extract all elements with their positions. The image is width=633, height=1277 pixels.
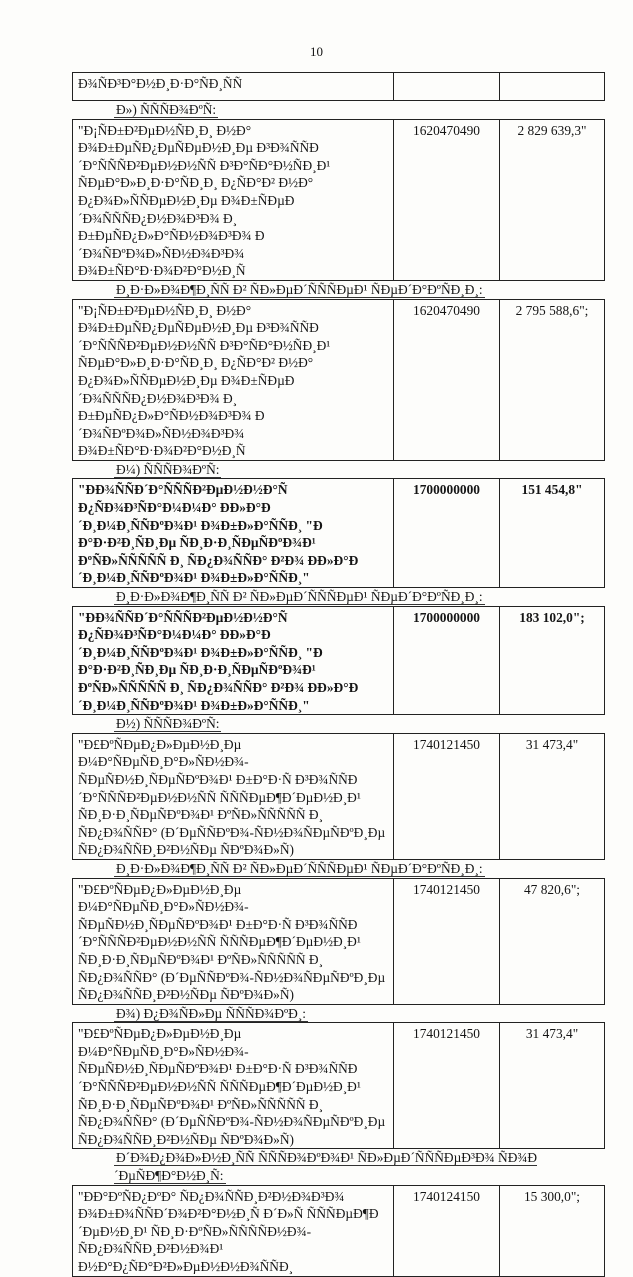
row-code-cell: 1740121450: [394, 733, 500, 859]
page-number: 10: [310, 44, 323, 59]
row-name-cell: "Ð£ÐºÑÐµÐ¿Ð»ÐµÐ½Ð¸Ðµ Ð¼Ð°ÑÐµÑÐ¸Ð°Ð»ÑÐ½Ð¾-ÑÐµÑÐ½Ð¸ÑÐµÑÐºÐ¾Ð¹ Ð±Ð°Ð·Ñ Ð³Ð¾ÑÑÐ´Ð°ÑÑÑÐ²ÐµÐ½Ð½ÑÑ ÑÑÑÐµÐ¶Ð´ÐµÐ½Ð¸Ð¹ ÑÐ¸Ð·Ð¸ÑÐµÑÐºÐ¾Ð¹ ÐºÑÐ»ÑÑÑÑÑ Ð¸ ÑÐ¿Ð¾ÑÑÐ° (Ð´ÐµÑÑÐºÐ¾-ÑÐ½Ð¾ÑÐµÑÐºÐ¸Ðµ ÑÐ¿Ð¾ÑÑÐ¸Ð²Ð½ÑÐµ ÑÐºÐ¾Ð»Ñ): [73, 733, 394, 859]
row-code-cell: 1620470490: [394, 299, 500, 460]
row-amount-cell: 2 795 588,6";: [500, 299, 605, 460]
row-name-cell: "Ð¡ÑÐ±Ð²ÐµÐ½ÑÐ¸Ð¸ Ð½Ð° Ð¾Ð±ÐµÑÐ¿ÐµÑÐµÐ½Ð¸Ðµ Ð³Ð¾ÑÑÐ´Ð°ÑÑÑÐ²ÐµÐ½Ð½ÑÑ Ð³Ð°ÑÐ°Ð½ÑÐ¸Ð¹ ÑÐµÐ°Ð»Ð¸Ð·Ð°ÑÐ¸Ð¸ Ð¿ÑÐ°Ð² Ð½Ð° Ð¿Ð¾Ð»ÑÑÐµÐ½Ð¸Ðµ Ð¾Ð±ÑÐµÐ´Ð¾ÑÑÑÐ¿Ð½Ð¾Ð³Ð¾ Ð¸ Ð±ÐµÑÐ¿Ð»Ð°ÑÐ½Ð¾Ð³Ð¾ Ð´Ð¾ÑÐºÐ¾Ð»ÑÐ½Ð¾Ð³Ð¾ Ð¾Ð±ÑÐ°Ð·Ð¾Ð²Ð°Ð½Ð¸Ñ: [73, 299, 394, 460]
budget-table-row: [72, 478, 605, 588]
budget-table-row: [72, 733, 605, 860]
row-code-cell: 1740124150: [394, 1185, 500, 1276]
amendment-instruction: [72, 588, 604, 606]
row-name-cell: "Ð£ÐºÑÐµÐ¿Ð»ÐµÐ½Ð¸Ðµ Ð¼Ð°ÑÐµÑÐ¸Ð°Ð»ÑÐ½Ð¾-ÑÐµÑÐ½Ð¸ÑÐµÑÐºÐ¾Ð¹ Ð±Ð°Ð·Ñ Ð³Ð¾ÑÑÐ´Ð°ÑÑÑÐ²ÐµÐ½Ð½ÑÑ ÑÑÑÐµÐ¶Ð´ÐµÐ½Ð¸Ð¹ ÑÐ¸Ð·Ð¸ÑÐµÑÐºÐ¾Ð¹ ÐºÑÐ»ÑÑÑÑÑ Ð¸ ÑÐ¿Ð¾ÑÑÐ° (Ð´ÐµÑÑÐºÐ¾-ÑÐ½Ð¾ÑÐµÑÐºÐ¸Ðµ ÑÐ¿Ð¾ÑÑÐ¸Ð²Ð½ÑÐµ ÑÐºÐ¾Ð»Ñ): [73, 878, 394, 1004]
amendment-instruction: [72, 461, 604, 479]
budget-table-row: [72, 1022, 605, 1149]
row-amount-cell: 151 454,8": [500, 479, 605, 588]
row-name-cell: "ÐÐ¾ÑÑÐ´Ð°ÑÑÑÐ²ÐµÐ½Ð½Ð°Ñ Ð¿ÑÐ¾Ð³ÑÐ°Ð¼Ð¼Ð° ÐÐ»Ð°Ð´Ð¸Ð¼Ð¸ÑÑÐºÐ¾Ð¹ Ð¾Ð±Ð»Ð°ÑÑÐ¸ "Ð Ð°Ð·Ð²Ð¸ÑÐ¸Ðµ ÑÐ¸Ð·Ð¸ÑÐµÑÐºÐ¾Ð¹ ÐºÑÐ»ÑÑÑÑÑ Ð¸ ÑÐ¿Ð¾ÑÑÐ° Ð²Ð¾ ÐÐ»Ð°Ð´Ð¸Ð¼Ð¸ÑÑÐºÐ¾Ð¹ Ð¾Ð±Ð»Ð°ÑÑÐ¸": [73, 606, 394, 715]
row-name-cell: Ð¾ÑÐ³Ð°Ð½Ð¸Ð·Ð°ÑÐ¸ÑÑ: [73, 73, 394, 101]
budget-table-row: [72, 72, 605, 101]
row-code-cell: [394, 73, 500, 101]
row-amount-cell: 15 300,0";: [500, 1185, 605, 1276]
row-code-cell: 1740121450: [394, 878, 500, 1004]
row-amount-cell: 47 820,6";: [500, 878, 605, 1004]
amendment-instruction: [72, 101, 604, 119]
row-code-cell: 1700000000: [394, 606, 500, 715]
instruction-text: Ð½) ÑÑÑÐ¾ÐºÑ:: [116, 716, 220, 732]
budget-table-row: [72, 119, 605, 281]
row-code-cell: 1740121450: [394, 1023, 500, 1149]
instruction-text: Ð¸Ð·Ð»Ð¾Ð¶Ð¸ÑÑ Ð² ÑÐ»ÐµÐ´ÑÑÑÐµÐ¹ ÑÐµÐ´Ð°ÐºÑÐ¸Ð¸:: [116, 589, 483, 605]
instruction-text: Ð») ÑÑÑÐ¾ÐºÑ:: [116, 102, 217, 117]
instruction-text: Ð¼) ÑÑÑÐ¾ÐºÑ:: [116, 461, 220, 477]
row-name-cell: "Ð£ÐºÑÐµÐ¿Ð»ÐµÐ½Ð¸Ðµ Ð¼Ð°ÑÐµÑÐ¸Ð°Ð»ÑÐ½Ð¾-ÑÐµÑÐ½Ð¸ÑÐµÑÐºÐ¾Ð¹ Ð±Ð°Ð·Ñ Ð³Ð¾ÑÑÐ´Ð°ÑÑÑÐ²ÐµÐ½Ð½ÑÑ ÑÑÑÐµÐ¶Ð´ÐµÐ½Ð¸Ð¹ ÑÐ¸Ð·Ð¸ÑÐµÑÐºÐ¾Ð¹ ÐºÑÐ»ÑÑÑÑÑ Ð¸ ÑÐ¿Ð¾ÑÑÐ° (Ð´ÐµÑÑÐºÐ¾-ÑÐ½Ð¾ÑÐµÑÐºÐ¸Ðµ ÑÐ¿Ð¾ÑÑÐ¸Ð²Ð½ÑÐµ ÑÐºÐ¾Ð»Ñ): [73, 1023, 394, 1149]
row-name-cell: "ÐÐ¾ÑÑÐ´Ð°ÑÑÑÐ²ÐµÐ½Ð½Ð°Ñ Ð¿ÑÐ¾Ð³ÑÐ°Ð¼Ð¼Ð° ÐÐ»Ð°Ð´Ð¸Ð¼Ð¸ÑÑÐºÐ¾Ð¹ Ð¾Ð±Ð»Ð°ÑÑÐ¸ "Ð Ð°Ð·Ð²Ð¸ÑÐ¸Ðµ ÑÐ¸Ð·Ð¸ÑÐµÑÐºÐ¾Ð¹ ÐºÑÐ»ÑÑÑÑÑ Ð¸ ÑÐ¿Ð¾ÑÑÐ° Ð²Ð¾ ÐÐ»Ð°Ð´Ð¸Ð¼Ð¸ÑÑÐºÐ¾Ð¹ Ð¾Ð±Ð»Ð°ÑÑÐ¸": [73, 479, 394, 588]
row-amount-cell: 31 473,4": [500, 1023, 605, 1149]
row-name-cell: "ÐÐ°ÐºÑÐ¿ÐºÐ° ÑÐ¿Ð¾ÑÑÐ¸Ð²Ð½Ð¾Ð³Ð¾ Ð¾Ð±Ð¾ÑÑÐ´Ð¾Ð²Ð°Ð½Ð¸Ñ Ð´Ð»Ñ ÑÑÑÐµÐ¶Ð´ÐµÐ½Ð¸Ð¹ ÑÐ¸Ð·ÐºÑÐ»ÑÑÑÑÐ½Ð¾-ÑÐ¿Ð¾ÑÑÐ¸Ð²Ð½Ð¾Ð¹ Ð½Ð°Ð¿ÑÐ°Ð²Ð»ÐµÐ½Ð½Ð¾ÑÑÐ¸: [73, 1185, 394, 1276]
row-name-cell: "Ð¡ÑÐ±Ð²ÐµÐ½ÑÐ¸Ð¸ Ð½Ð° Ð¾Ð±ÐµÑÐ¿ÐµÑÐµÐ½Ð¸Ðµ Ð³Ð¾ÑÑÐ´Ð°ÑÑÑÐ²ÐµÐ½Ð½ÑÑ Ð³Ð°ÑÐ°Ð½ÑÐ¸Ð¹ ÑÐµÐ°Ð»Ð¸Ð·Ð°ÑÐ¸Ð¸ Ð¿ÑÐ°Ð² Ð½Ð° Ð¿Ð¾Ð»ÑÑÐµÐ½Ð¸Ðµ Ð¾Ð±ÑÐµÐ´Ð¾ÑÑÑÐ¿Ð½Ð¾Ð³Ð¾ Ð¸ Ð±ÐµÑÐ¿Ð»Ð°ÑÐ½Ð¾Ð³Ð¾ Ð´Ð¾ÑÐºÐ¾Ð»ÑÐ½Ð¾Ð³Ð¾ Ð¾Ð±ÑÐ°Ð·Ð¾Ð²Ð°Ð½Ð¸Ñ: [73, 119, 394, 280]
budget-table-row: [72, 1185, 605, 1277]
amendment-instruction: [72, 281, 604, 299]
row-amount-cell: 2 829 639,3": [500, 119, 605, 280]
row-amount-cell: 31 473,4": [500, 733, 605, 859]
amendment-instruction: [72, 860, 604, 878]
budget-table-row: [72, 606, 605, 716]
document-body: [72, 72, 604, 1277]
instruction-text: Ð¸Ð·Ð»Ð¾Ð¶Ð¸ÑÑ Ð² ÑÐ»ÐµÐ´ÑÑÑÐµÐ¹ ÑÐµÐ´Ð°ÐºÑÐ¸Ð¸:: [116, 281, 483, 297]
budget-table-row: [72, 299, 605, 461]
row-amount-cell: 183 102,0";: [500, 606, 605, 715]
instruction-text: Ð¸Ð·Ð»Ð¾Ð¶Ð¸ÑÑ Ð² ÑÐ»ÐµÐ´ÑÑÑÐµÐ¹ ÑÐµÐ´Ð°ÐºÑÐ¸Ð¸:: [116, 860, 483, 876]
row-code-cell: 1620470490: [394, 119, 500, 280]
instruction-text: Ð´Ð¾Ð¿Ð¾Ð»Ð½Ð¸ÑÑ ÑÑÑÐ¾ÐºÐ¾Ð¹ ÑÐ»ÐµÐ´ÑÑÑÐµÐ³Ð¾ ÑÐ¾Ð´ÐµÑÐ¶Ð°Ð½Ð¸Ñ:: [114, 1150, 538, 1184]
amendment-instruction: [72, 715, 604, 733]
row-code-cell: 1700000000: [394, 479, 500, 588]
instruction-text: Ð¾) Ð¿Ð¾ÑÐ»Ðµ ÑÑÑÐ¾ÐºÐ¸:: [116, 1005, 307, 1021]
amendment-instruction: [72, 1005, 604, 1023]
amendment-instruction: [72, 1149, 604, 1184]
row-amount-cell: [500, 73, 605, 101]
budget-table-row: [72, 878, 605, 1005]
